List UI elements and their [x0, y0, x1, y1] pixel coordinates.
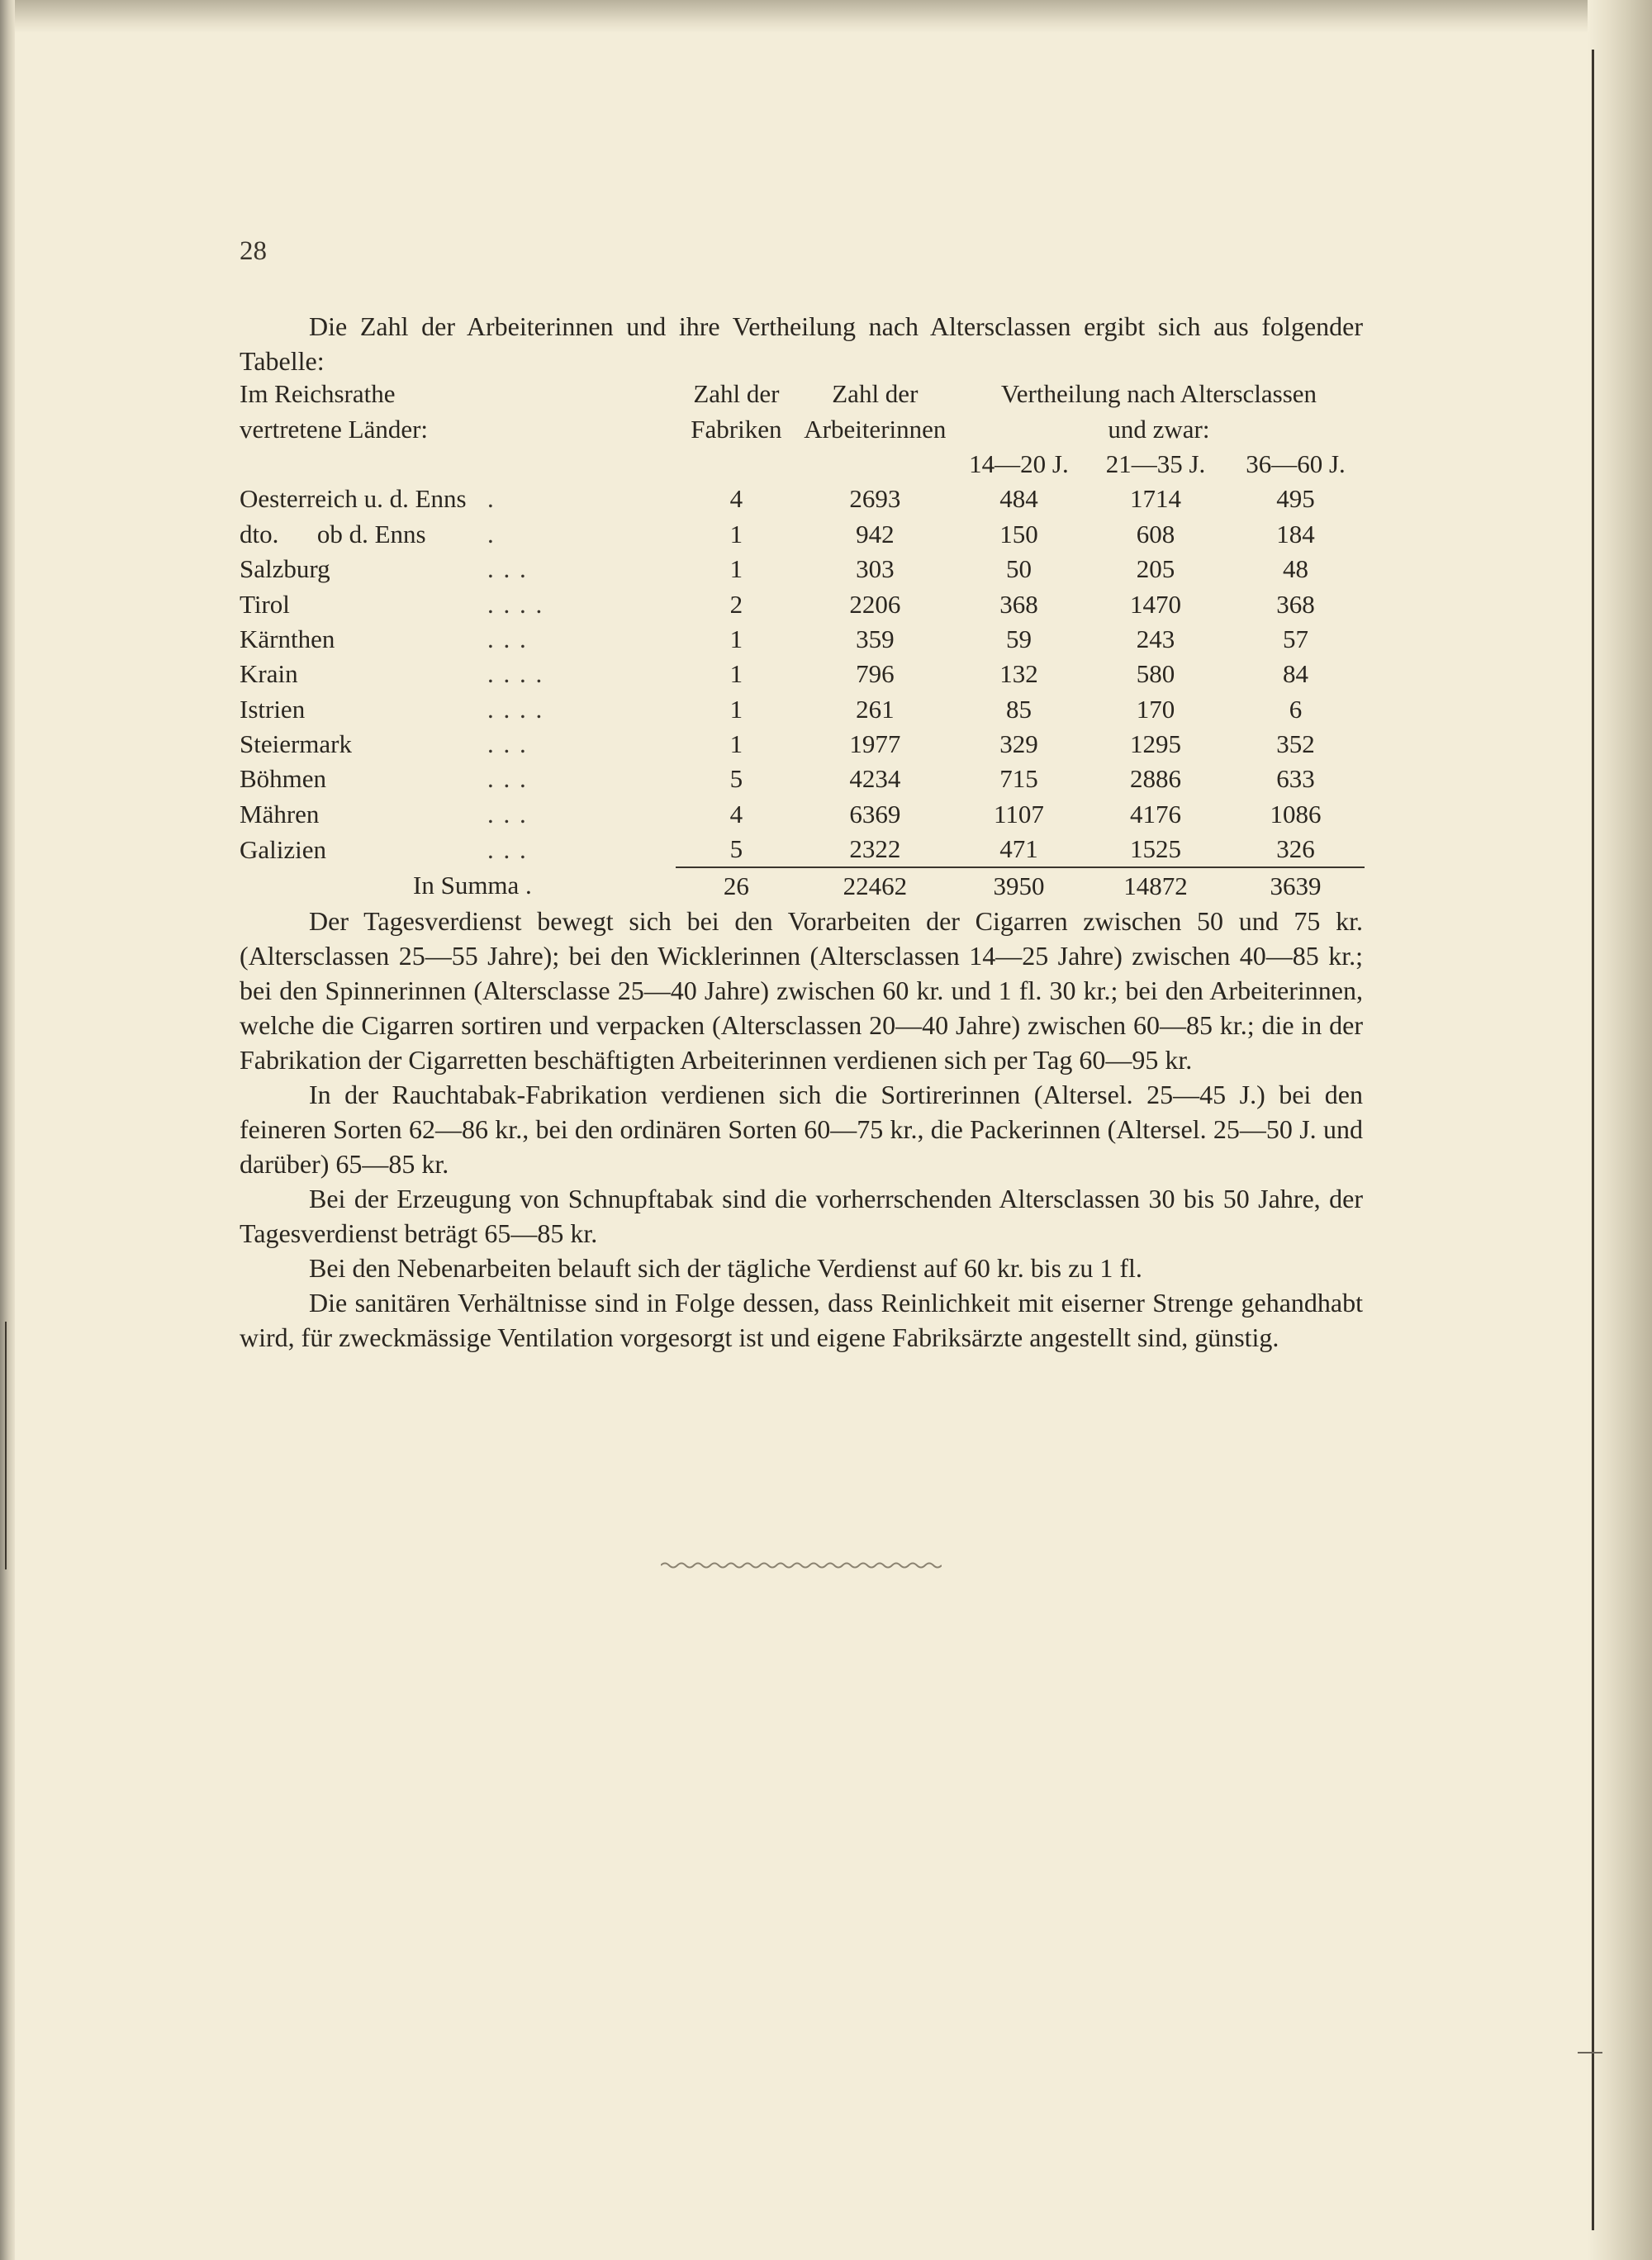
header-arbeiterinnen-2: Arbeiterinnen	[804, 414, 947, 444]
leader-dots: . . .	[487, 764, 528, 794]
row-age-14-20: 1107	[994, 799, 1044, 829]
workers-table	[240, 377, 1365, 904]
table-row	[240, 517, 1365, 552]
table-total-row	[240, 867, 1365, 903]
table-header-row-2	[240, 411, 1365, 446]
row-fabriken: 1	[729, 519, 743, 548]
row-land	[240, 692, 676, 727]
table-row	[240, 727, 1365, 762]
land-name: Tirol	[240, 589, 290, 619]
land-name: Krain	[240, 659, 298, 689]
row-age-21-35: 1714	[1130, 484, 1182, 514]
land-name: Istrien	[240, 694, 306, 724]
row-fabriken: 4	[729, 799, 743, 829]
body-text	[240, 904, 1363, 1355]
row-age-36-60: 326	[1276, 834, 1315, 864]
row-age-21-35: 170	[1136, 694, 1175, 724]
land-name: Kärnthen	[240, 624, 335, 653]
row-arbeiterinnen: 4234	[849, 764, 901, 794]
row-age-21-35: 4176	[1130, 799, 1182, 829]
row-age-36-60: 368	[1276, 589, 1315, 619]
row-age-36-60: 48	[1283, 554, 1309, 584]
row-fabriken: 1	[729, 554, 743, 584]
header-land-2: vertretene Länder:	[240, 414, 429, 444]
header-fabriken-1: Zahl der	[693, 379, 780, 409]
land-name: Böhmen	[240, 764, 327, 794]
row-age-36-60: 1086	[1270, 799, 1322, 829]
row-arbeiterinnen: 2693	[849, 484, 901, 514]
row-arbeiterinnen: 796	[856, 659, 895, 689]
row-age-14-20: 715	[999, 764, 1038, 794]
header-arbeiterinnen-1: Zahl der	[832, 379, 919, 409]
leader-dots: . . .	[487, 729, 528, 759]
row-land	[240, 622, 676, 657]
page-top-edge	[0, 0, 1652, 33]
table-row	[240, 762, 1365, 796]
page-number: 28	[240, 236, 267, 266]
row-age-21-35: 243	[1136, 624, 1175, 653]
total-label: In Summa .	[413, 871, 532, 900]
total-fabriken: 26	[676, 867, 797, 903]
table-row	[240, 482, 1365, 516]
row-fabriken: 4	[729, 484, 743, 514]
row-age-21-35: 1525	[1130, 834, 1182, 864]
leader-dots: . . .	[487, 834, 528, 864]
row-age-14-20: 59	[1005, 624, 1032, 653]
leader-dots: . . . .	[487, 694, 544, 724]
land-name: Oesterreich u. d. Enns	[240, 484, 467, 514]
row-age-36-60: 84	[1283, 659, 1309, 689]
total-age-36-60: 3639	[1227, 867, 1365, 903]
table-row	[240, 832, 1365, 867]
table-row	[240, 586, 1365, 621]
leader-dots: .	[487, 484, 496, 514]
leader-dots: . . . .	[487, 589, 544, 619]
row-land	[240, 762, 676, 796]
row-land	[240, 482, 676, 516]
row-age-21-35: 608	[1136, 519, 1175, 548]
row-land	[240, 552, 676, 586]
row-age-21-35: 580	[1136, 659, 1175, 689]
table-header-row-1	[240, 377, 1365, 411]
header-vertheilung-1: Vertheilung nach Altersclassen	[1000, 379, 1317, 409]
margin-tick	[1578, 2052, 1602, 2053]
total-age-21-35: 14872	[1085, 867, 1227, 903]
row-age-14-20: 50	[1005, 554, 1032, 584]
land-name: Steiermark	[240, 729, 353, 759]
row-fabriken: 1	[729, 659, 743, 689]
leader-dots: .	[487, 519, 496, 548]
land-name: dto. ob d. Enns	[240, 519, 426, 548]
row-fabriken: 1	[729, 624, 743, 653]
table-row	[240, 797, 1365, 832]
row-arbeiterinnen: 1977	[849, 729, 901, 759]
row-age-36-60: 495	[1276, 484, 1315, 514]
row-age-14-20: 132	[999, 659, 1038, 689]
row-land	[240, 657, 676, 691]
row-arbeiterinnen: 2322	[849, 834, 901, 864]
header-fabriken-2: Fabriken	[691, 414, 782, 444]
row-age-14-20: 471	[999, 834, 1038, 864]
row-arbeiterinnen: 942	[856, 519, 895, 548]
row-age-14-20: 85	[1005, 694, 1032, 724]
row-land	[240, 832, 676, 867]
paragraph-schnupftabak: Bei der Erzeugung von Schnupftabak sind die vorherrschenden Altersclassen 30 bis 50 Jahre, der Tagesverdienst beträgt 65—85 kr.	[240, 1184, 1363, 1248]
paragraph-nebenarbeiten: Bei den Nebenarbeiten belauft sich der tägliche Verdienst auf 60 kr. bis zu 1 fl.	[309, 1253, 1142, 1283]
row-fabriken: 5	[729, 834, 743, 864]
header-age-14-20: 14—20 J.	[969, 449, 1069, 478]
row-age-14-20: 329	[999, 729, 1038, 759]
page-binding-shadow	[0, 0, 15, 2260]
row-fabriken: 2	[729, 589, 743, 619]
row-arbeiterinnen: 303	[856, 554, 895, 584]
row-land	[240, 586, 676, 621]
leader-dots: . . .	[487, 624, 528, 653]
row-age-36-60: 184	[1276, 519, 1315, 548]
leader-dots: . . .	[487, 554, 528, 584]
table-row	[240, 552, 1365, 586]
row-age-14-20: 368	[999, 589, 1038, 619]
row-land	[240, 797, 676, 832]
leader-dots: . . .	[487, 799, 528, 829]
row-arbeiterinnen: 359	[856, 624, 895, 653]
table-header-row-3	[240, 447, 1365, 482]
row-fabriken: 1	[729, 694, 743, 724]
row-age-21-35: 1470	[1130, 589, 1182, 619]
row-land	[240, 727, 676, 762]
row-age-36-60: 352	[1276, 729, 1315, 759]
page-right-edge	[1588, 0, 1652, 2260]
row-age-14-20: 484	[999, 484, 1038, 514]
leader-dots: . . . .	[487, 659, 544, 689]
total-age-14-20: 3950	[953, 867, 1085, 903]
total-arbeiterinnen: 22462	[797, 867, 953, 903]
land-name: Galizien	[240, 834, 327, 864]
header-age-21-35: 21—35 J.	[1105, 449, 1206, 478]
header-land-1: Im Reichsrathe	[240, 379, 396, 409]
binding-mark	[5, 1322, 7, 1569]
table-row	[240, 657, 1365, 691]
row-age-14-20: 150	[999, 519, 1038, 548]
section-end-ornament	[661, 1560, 942, 1571]
table-row	[240, 622, 1365, 657]
header-vertheilung-2: und zwar:	[1108, 414, 1210, 444]
intro-paragraph: Die Zahl der Arbeiterinnen und ihre Vertheilung nach Altersclassen ergibt sich aus folgender Tabelle:	[240, 311, 1363, 376]
row-age-36-60: 633	[1276, 764, 1315, 794]
land-name: Mähren	[240, 799, 320, 829]
row-age-36-60: 57	[1283, 624, 1309, 653]
row-age-21-35: 2886	[1130, 764, 1182, 794]
land-name: Salzburg	[240, 554, 330, 584]
row-fabriken: 1	[729, 729, 743, 759]
paragraph-sanitaer: Die sanitären Verhältnisse sind in Folge dessen, dass Reinlichkeit mit eiserner Strenge gehandhabt wird, für zweckmässige Ventilation vorgesorgt ist und eigene Fabriksärzte angestellt sind, günstig.	[240, 1288, 1363, 1352]
row-land	[240, 517, 676, 552]
row-fabriken: 5	[729, 764, 743, 794]
table-row	[240, 692, 1365, 727]
paragraph-rauchtabak: In der Rauchtabak-Fabrikation verdienen sich die Sortirerinnen (Altersel. 25—45 J.) bei den feineren Sorten 62—86 kr., bei den ordinären Sorten 60—75 kr., die Packerinnen (Altersel. 25—50 J. und darüber) 65—85 kr.	[240, 1080, 1363, 1179]
page-edge-line	[1592, 50, 1594, 2230]
row-arbeiterinnen: 261	[856, 694, 895, 724]
row-age-36-60: 6	[1289, 694, 1303, 724]
row-arbeiterinnen: 2206	[849, 589, 901, 619]
paragraph-tagesverdienst: Der Tagesverdienst bewegt sich bei den Vorarbeiten der Cigarren zwischen 50 und 75 kr. (Altersclassen 25—55 Jahre); bei den Wicklerinnen (Altersclassen 14—25 Jahre) zwischen 40—85 kr.; bei den Spinnerinnen (Altersclasse 25—40 Jahre) zwischen 60 kr. und 1 fl. 30 kr.; bei den Arbeiterinnen, welche die Cigarren sortiren und verpacken (Altersclassen 20—40 Jahre) zwischen 60—85 kr.; die in der Fabrikation der Cigarretten beschäftigten Arbeiterinnen verdienen sich per Tag 60—95 kr.	[240, 906, 1363, 1075]
header-age-36-60: 36—60 J.	[1246, 449, 1346, 478]
row-arbeiterinnen: 6369	[849, 799, 901, 829]
row-age-21-35: 1295	[1130, 729, 1182, 759]
row-age-21-35: 205	[1136, 554, 1175, 584]
